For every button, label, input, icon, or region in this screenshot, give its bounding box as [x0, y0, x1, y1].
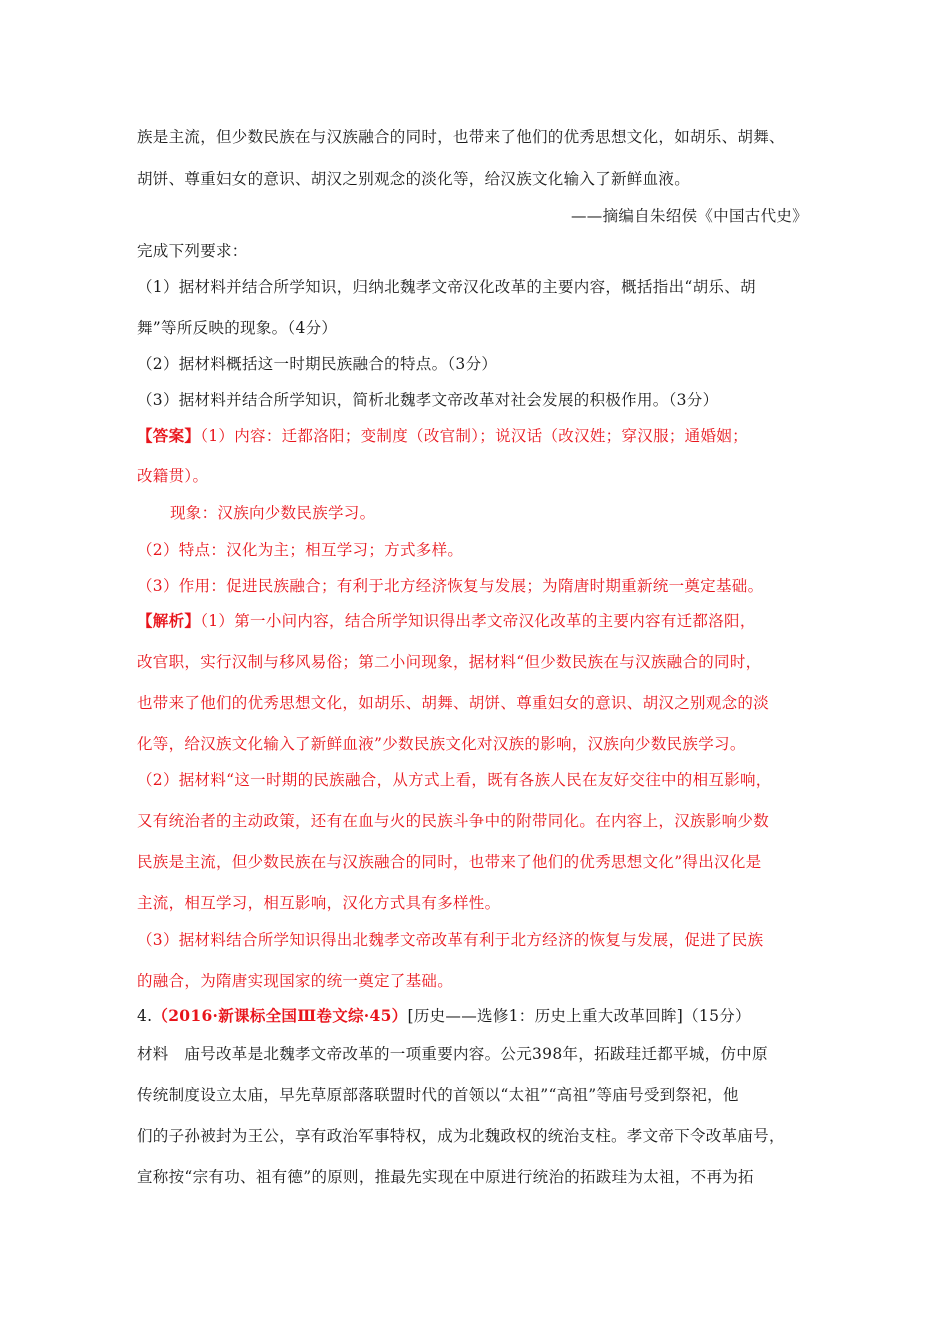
analysis-line: 又有统治者的主动政策，还有在血与火的民族斗争中的附带同化。在内容上，汉族影响少数 — [137, 812, 770, 830]
analysis-line: （3）据材料结合所学知识得出北魏孝文帝改革有利于北方经济的恢复与发展，促进了民族 — [137, 931, 764, 949]
question-topic: [历史——选修1：历史上重大改革回眸]（15分） — [407, 1007, 751, 1025]
passage-source: ——摘编自朱绍侯《中国古代史》 — [570, 207, 808, 225]
answer-phenomenon: 现象：汉族向少数民族学习。 — [170, 504, 376, 522]
question-4-header — [137, 1005, 827, 1027]
answer-line: （2）特点：汉化为主；相互学习；方式多样。 — [137, 541, 464, 559]
answer-line: 【答案】（1）内容：迁都洛阳；变制度（改官制）；说汉话（改汉姓；穿汉服；通婚姻； — [137, 426, 748, 445]
analysis-line: 改官职，实行汉制与移风易俗；第二小问现象，据材料“但少数民族在与汉族融合的同时， — [137, 653, 762, 671]
analysis-label: 【解析】 — [137, 611, 201, 630]
passage-line: 族是主流，但少数民族在与汉族融合的同时，也带来了他们的优秀思想文化，如胡乐、胡舞、 — [137, 128, 785, 146]
analysis-line: 【解析】（1）第一小问内容，结合所学知识得出孝文帝汉化改革的主要内容有迁都洛阳， — [137, 611, 756, 630]
question-number: 4. — [137, 1007, 153, 1025]
analysis-line: 也带来了他们的优秀思想文化，如胡乐、胡舞、胡饼、尊重妇女的意识、胡汉之别观念的淡 — [137, 694, 770, 712]
answer-label: 【答案】 — [137, 426, 201, 445]
material-line: 传统制度设立太庙，早先草原部落联盟时代的首领以“太祖”“高祖”等庙号受到祭祀，他 — [137, 1086, 739, 1104]
analysis-line: 民族是主流，但少数民族在与汉族融合的同时，也带来了他们的优秀思想文化”得出汉化是 — [137, 853, 762, 871]
question-2: （2）据材料概括这一时期民族融合的特点。（3分） — [137, 355, 498, 373]
analysis-line: 的融合，为隋唐实现国家的统一奠定了基础。 — [137, 972, 454, 990]
material-line: 们的子孙被封为王公，享有政治军事特权，成为北魏政权的统治支柱。孝文帝下令改革庙号， — [137, 1127, 785, 1145]
passage-line: 胡饼、尊重妇女的意识、胡汉之别观念的淡化等，给汉族文化输入了新鲜血液。 — [137, 170, 691, 188]
material-line: 材料 庙号改革是北魏孝文帝改革的一项重要内容。公元398年，拓跋珪迁都平城，仿中原 — [137, 1045, 768, 1063]
question-3: （3）据材料并结合所学知识，简析北魏孝文帝改革对社会发展的积极作用。（3分） — [137, 391, 719, 409]
answer-line: （3）作用：促进民族融合；有利于北方经济恢复与发展；为隋唐时期重新统一奠定基础。 — [137, 577, 764, 595]
question-source: （2016·新课标全国Ⅲ卷文综·45） — [152, 1006, 408, 1025]
analysis-line: 主流，相互学习，相互影响，汉化方式具有多样性。 — [137, 894, 501, 912]
analysis-line: 化等，给汉族文化输入了新鲜血液”少数民族文化对汉族的影响，汉族向少数民族学习。 — [137, 735, 746, 753]
question-1: （1）据材料并结合所学知识，归纳北魏孝文帝汉化改革的主要内容，概括指出“胡乐、胡 — [137, 278, 756, 296]
answer-line: 改籍贯）。 — [137, 467, 209, 485]
material-line: 宣称按“宗有功、祖有德”的原则，推最先实现在中原进行统治的拓跋珪为太祖，不再为拓 — [137, 1168, 754, 1186]
question-1-cont: 舞”等所反映的现象。（4分） — [137, 319, 338, 337]
task-intro: 完成下列要求： — [137, 242, 248, 260]
analysis-line: （2）据材料“这一时期的民族融合，从方式上看，既有各族人民在友好交往中的相互影响， — [137, 771, 772, 789]
